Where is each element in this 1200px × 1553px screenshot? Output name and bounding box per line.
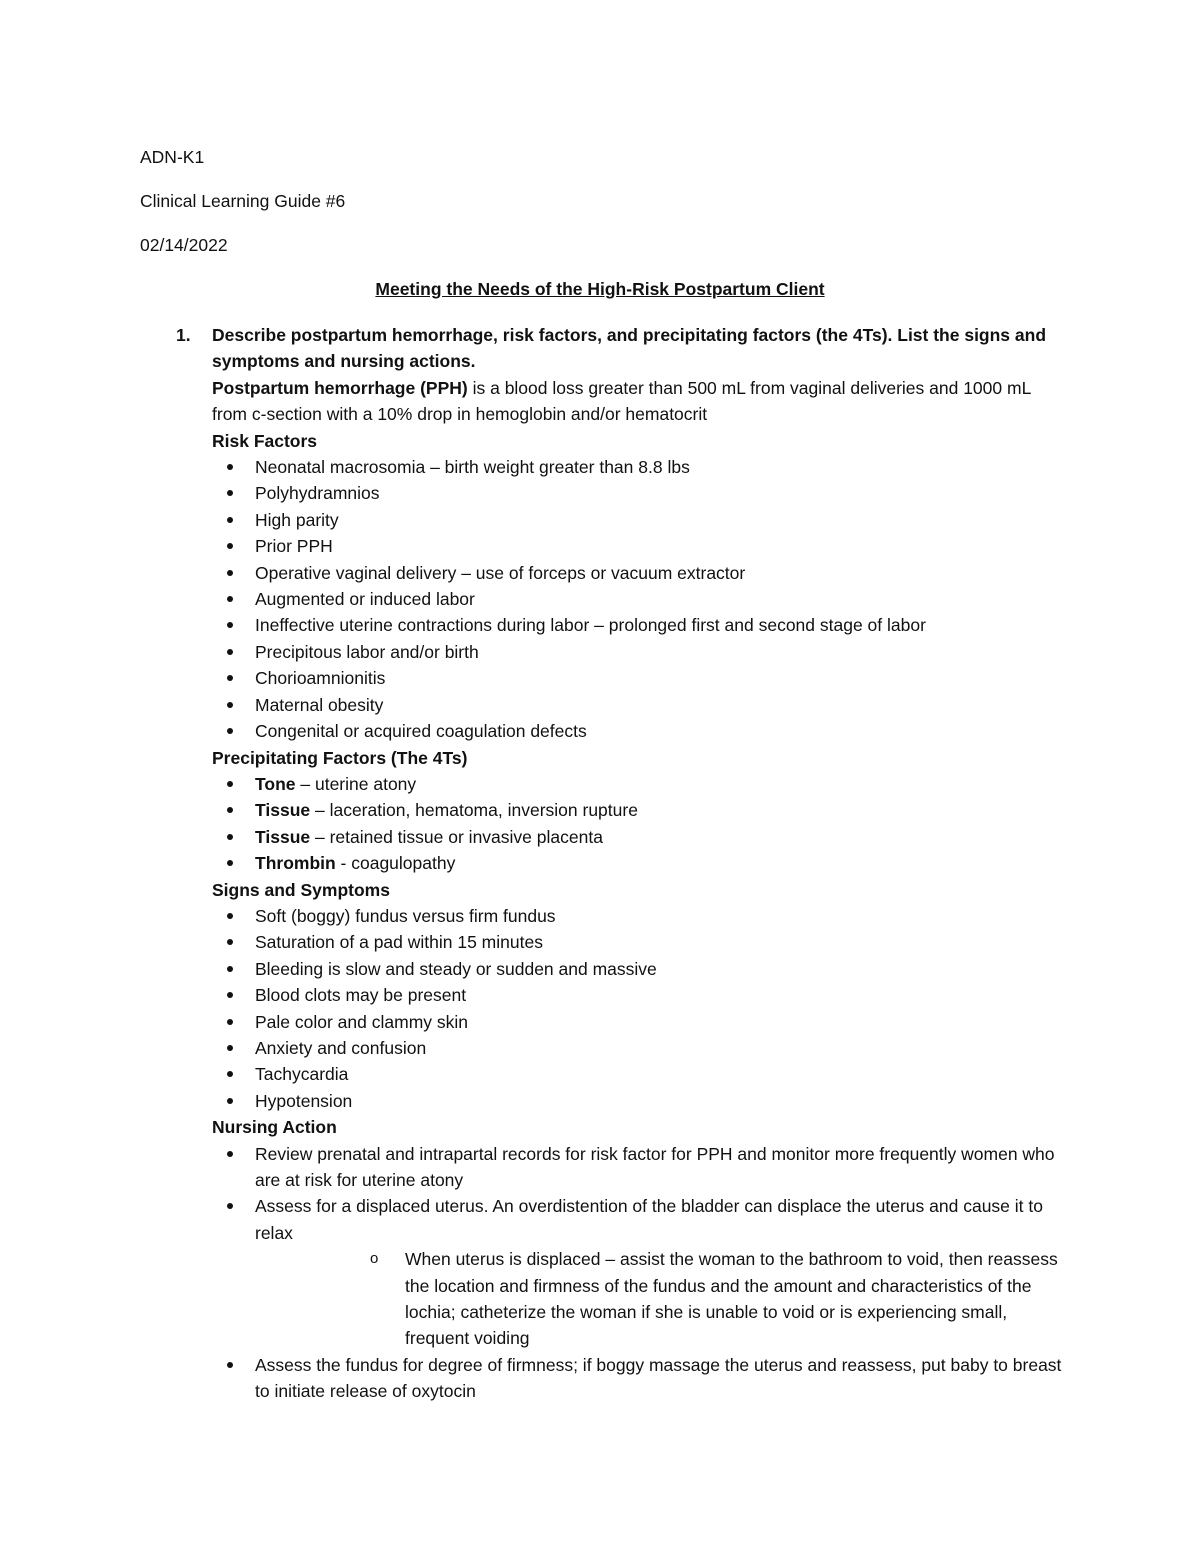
bullet-icon bbox=[227, 834, 233, 840]
bullet-icon bbox=[227, 596, 233, 602]
bullet-icon bbox=[227, 464, 233, 470]
list-item bbox=[140, 639, 1065, 665]
bullet-icon bbox=[227, 1071, 233, 1077]
bullet-icon bbox=[227, 649, 233, 655]
list-item bbox=[140, 771, 1065, 797]
list-item bbox=[140, 480, 1065, 506]
nursing-action-list bbox=[140, 1141, 1065, 1405]
list-item-text: Saturation of a pad within 15 minutes bbox=[255, 932, 543, 953]
list-item bbox=[140, 718, 1065, 744]
list-item bbox=[140, 1009, 1065, 1035]
bullet-icon bbox=[227, 1019, 233, 1025]
question-text: Describe postpartum hemorrhage, risk factors, and precipitating factors (the 4Ts). List the signs and symptoms and nursing actions. bbox=[212, 325, 1047, 372]
list-item bbox=[140, 982, 1065, 1008]
nursing-action-sublist bbox=[255, 1246, 1065, 1352]
signs-symptoms-heading: Signs and Symptoms bbox=[212, 879, 390, 900]
bullet-icon bbox=[227, 702, 233, 708]
list-item bbox=[140, 454, 1065, 480]
list-item-term: Tissue bbox=[255, 826, 311, 847]
course-code: ADN-K1 bbox=[140, 147, 205, 167]
bullet-icon bbox=[227, 781, 233, 787]
list-item-text: Ineffective uterine contractions during labor – prolonged first and second stage of labor bbox=[255, 615, 926, 636]
bullet-icon bbox=[227, 966, 233, 972]
list-item bbox=[140, 533, 1065, 559]
list-item bbox=[140, 797, 1065, 823]
sub-list-item bbox=[255, 1246, 1065, 1352]
list-item-text: Congenital or acquired coagulation defects bbox=[255, 721, 587, 742]
bullet-icon bbox=[227, 675, 233, 681]
list-item-text: – uterine atony bbox=[295, 773, 417, 794]
bullet-icon bbox=[227, 1098, 233, 1104]
sub-list-item-text: When uterus is displaced – assist the woman to the bathroom to void, then reassess the location and firmness of the fundus and the amount and characteristics of the lochia; catheterize the woman if she is unable to void or is experiencing small, frequent voiding bbox=[405, 1249, 1058, 1349]
list-item bbox=[140, 1352, 1065, 1405]
list-item-term: Tone bbox=[255, 773, 296, 794]
bullet-icon bbox=[227, 517, 233, 523]
pph-definition bbox=[140, 375, 1065, 428]
list-item bbox=[140, 956, 1065, 982]
risk-factors-list bbox=[140, 454, 1065, 744]
definition-text: is a blood loss greater than 500 mL from vaginal deliveries and 1000 mL from c-section with a 10% drop in hemoglobin and/or hematocrit bbox=[212, 377, 1031, 425]
document-date: 02/14/2022 bbox=[140, 235, 228, 255]
bullet-icon bbox=[227, 1151, 233, 1157]
bullet-icon bbox=[227, 807, 233, 813]
bullet-icon bbox=[227, 939, 233, 945]
circle-bullet-icon: o bbox=[370, 1250, 379, 1268]
question-number: 1. bbox=[176, 325, 191, 345]
list-item-text: Anxiety and confusion bbox=[255, 1037, 427, 1058]
list-item-text: Polyhydramnios bbox=[255, 483, 380, 504]
list-item-text: Operative vaginal delivery – use of forceps or vacuum extractor bbox=[255, 562, 746, 583]
list-item bbox=[140, 586, 1065, 612]
list-item-text: Soft (boggy) fundus versus firm fundus bbox=[255, 905, 556, 926]
document-title: Meeting the Needs of the High-Risk Postpartum Client bbox=[375, 279, 825, 299]
list-item bbox=[140, 560, 1065, 586]
list-item bbox=[140, 850, 1065, 876]
list-item-text: – retained tissue or invasive placenta bbox=[310, 826, 603, 847]
list-item-text: Hypotension bbox=[255, 1090, 353, 1111]
bullet-icon bbox=[227, 543, 233, 549]
list-item bbox=[140, 1061, 1065, 1087]
list-item bbox=[140, 665, 1065, 691]
bullet-icon bbox=[227, 1045, 233, 1051]
bullet-icon bbox=[227, 992, 233, 998]
list-item-term: Tissue bbox=[255, 800, 311, 821]
list-item bbox=[140, 1035, 1065, 1061]
list-item-text: Pale color and clammy skin bbox=[255, 1011, 468, 1032]
list-item-text: Tachycardia bbox=[255, 1064, 349, 1085]
list-item-text: Augmented or induced labor bbox=[255, 589, 475, 610]
list-item bbox=[140, 929, 1065, 955]
list-item-text: Maternal obesity bbox=[255, 694, 384, 715]
list-item bbox=[140, 1141, 1065, 1194]
list-item-text: Review prenatal and intrapartal records for risk factor for PPH and monitor more frequently women who are at risk for uterine atony bbox=[255, 1143, 1055, 1190]
bullet-icon bbox=[227, 490, 233, 496]
list-item bbox=[140, 903, 1065, 929]
list-item-text: Prior PPH bbox=[255, 536, 333, 557]
bullet-icon bbox=[227, 622, 233, 628]
list-item bbox=[140, 824, 1065, 850]
list-item-text: Assess the fundus for degree of firmness; if boggy massage the uterus and reassess, put baby to breast to initiate release of oxytocin bbox=[255, 1354, 1062, 1402]
list-item-text: Precipitous labor and/or birth bbox=[255, 641, 479, 662]
bullet-icon bbox=[227, 728, 233, 734]
precipitating-factors-list bbox=[140, 771, 1065, 877]
bullet-icon bbox=[227, 913, 233, 919]
bullet-icon bbox=[227, 860, 233, 866]
list-item-text: Chorioamnionitis bbox=[255, 668, 386, 689]
list-item-text: Assess for a displaced uterus. An overdistention of the bladder can displace the uterus and cause it to relax bbox=[255, 1196, 1043, 1243]
bullet-icon bbox=[227, 1203, 233, 1209]
list-item-text: Neonatal macrosomia – birth weight greater than 8.8 lbs bbox=[255, 457, 690, 478]
bullet-icon bbox=[227, 1362, 233, 1368]
definition-term: Postpartum hemorrhage (PPH) bbox=[212, 377, 468, 398]
list-item-text: High parity bbox=[255, 509, 339, 530]
list-item bbox=[140, 1088, 1065, 1114]
list-item bbox=[140, 692, 1065, 718]
nursing-action-heading: Nursing Action bbox=[212, 1117, 337, 1138]
document-body bbox=[140, 322, 1065, 1405]
question-1 bbox=[140, 322, 1065, 375]
list-item bbox=[140, 507, 1065, 533]
precipitating-factors-heading: Precipitating Factors (The 4Ts) bbox=[212, 747, 468, 768]
guide-name: Clinical Learning Guide #6 bbox=[140, 191, 346, 211]
list-item-text: - coagulopathy bbox=[335, 853, 456, 874]
list-item bbox=[140, 612, 1065, 638]
bullet-icon bbox=[227, 570, 233, 576]
list-item-text: Bleeding is slow and steady or sudden and massive bbox=[255, 958, 657, 979]
signs-symptoms-list bbox=[140, 903, 1065, 1114]
list-item bbox=[140, 1193, 1065, 1351]
list-item-term: Thrombin bbox=[255, 853, 336, 874]
list-item-text: – laceration, hematoma, inversion rupture bbox=[310, 800, 638, 821]
risk-factors-heading: Risk Factors bbox=[212, 430, 318, 451]
list-item-text: Blood clots may be present bbox=[255, 985, 467, 1006]
